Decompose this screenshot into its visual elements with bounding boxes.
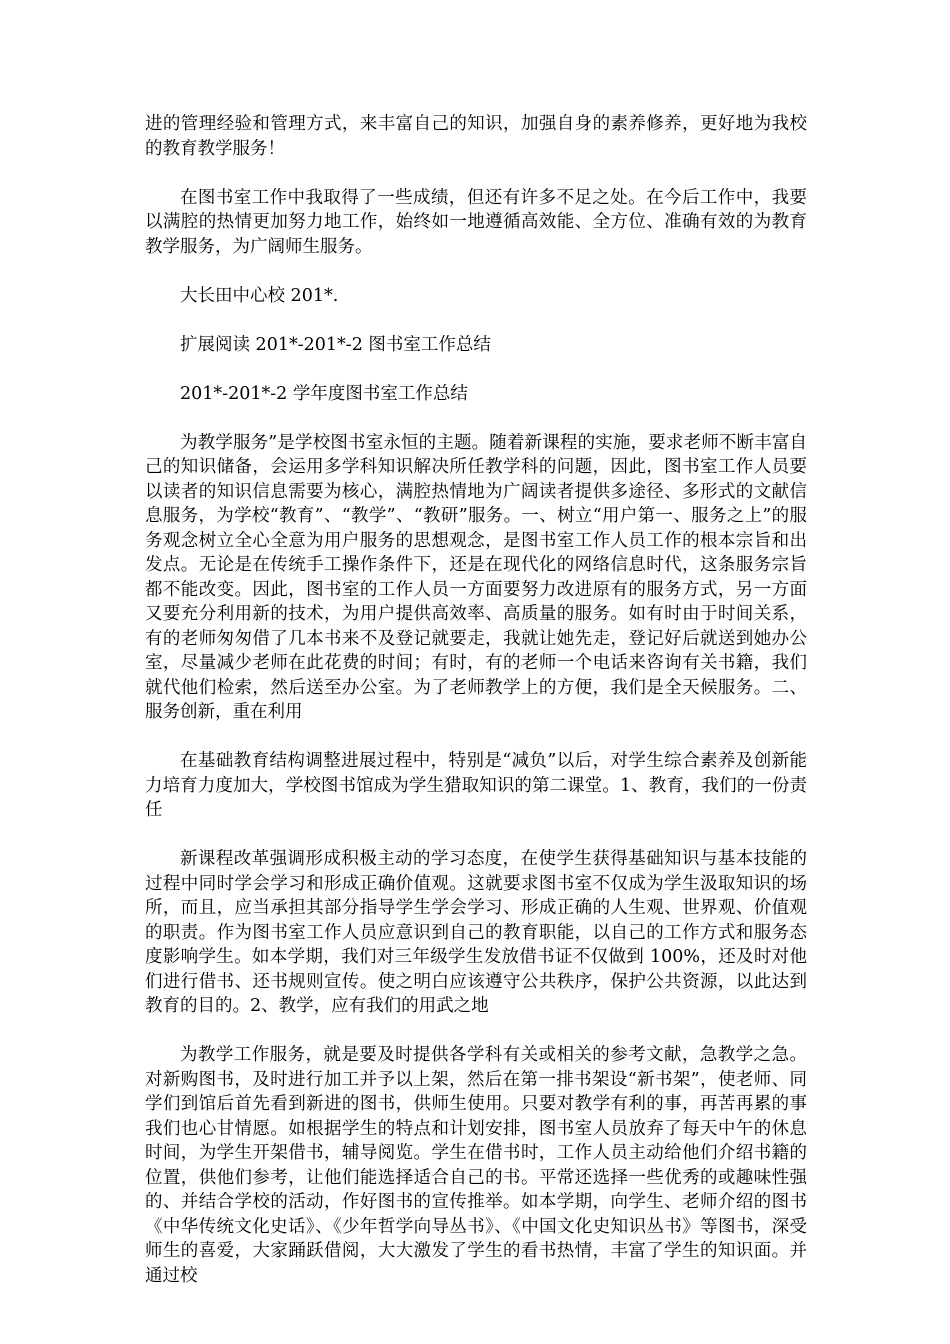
document-page [145, 112, 807, 1288]
paragraph-teaching-work: 为教学工作服务，就是要及时提供各学科有关或相关的参考文献，急教学之急。对新购图书，及时进行加工并予以上架，然后在第一排书架设“新书架”，使老师、同学们到馆后首先看到新进的图书，供师生使用。只要对教学有利的事，再苦再累的事我们也心甘情愿。如根据学生的特点和计划安排，图书室人员放弃了每天中午的休息时间，为学生开架借书，辅导阅览。学生在借书时，工作人员主动给他们介绍书籍的位置，供他们参考，让他们能选择适合自己的书。平常还选择一些优秀的或趣味性强的、并结合学校的活动，作好图书的宣传推举。如本学期，向学生、老师介绍的图书《中华传统文化史话》、《少年哲学向导丛书》、《中国文化史知识丛书》等图书，深受师生的喜爱，大家踊跃借阅，大大激发了学生的看书热情，丰富了学生的知识面。并通过校 [145, 1045, 807, 1286]
paragraph-extended-reading-title: 扩展阅读 201*-201*-2 图书室工作总结 [180, 334, 491, 355]
paragraph-curriculum-reform: 新课程改革强调形成积极主动的学习态度，在使学生获得基础知识与基本技能的过程中同时学会学习和形成正确价值观。这就要求图书室不仅成为学生汲取知识的场所，而且，应当承担其部分指导学生学会学习、形成正确的人生观、世界观、价值观的职责。作为图书室工作人员应意识到自己的教育职能，以自己的工作方式和服务态度影响学生。如本学期，我们对三年级学生发放借书证不仅做到 100%，还及时对他们进行借书、还书规则宣传。使之明白应该遵守公共秩序，保护公共资源，以此达到教育的目的。2、教学，应有我们的用武之地 [145, 849, 807, 1016]
paragraph-intro-continuation: 进的管理经验和管理方式，来丰富自己的知识，加强自身的素养修养，更好地为我校的教育教学服务！ [145, 114, 807, 159]
paragraph-teaching-service: 为教学服务”是学校图书室永恒的主题。随着新课程的实施，要求老师不断丰富自己的知识储备，会运用多学科知识解决所任教学科的问题，因此，图书室工作人员要以读者的知识信息需要为核心，满腔热情地为广阔读者提供多途径、多形式的文献信息服务，为学校“教育”、“教学”、“教研”服务。一、树立“用户第一、服务之上”的服务观念树立全心全意为用户服务的思想观念，是图书室工作人员工作的根本宗旨和出发点。无论是在传统手工操作条件下，还是在现代化的网络信息时代，这条服务宗旨都不能改变。因此，图书室的工作人员一方面要努力改进原有的服务方式，另一方面又要充分利用新的技术，为用户提供高效率、高质量的服务。如有时由于时间关系，有的老师匆匆借了几本书来不及登记就要走，我就让她先走，登记好后就送到她办公室，尽量减少老师在此花费的时间；有时，有的老师一个电话来咨询有关书籍，我们就代他们检索，然后送至办公室。为了老师教学上的方便，我们是全天候服务。二、服务创新，重在利用 [145, 432, 807, 722]
paragraph-basic-education: 在基础教育结构调整进展过程中，特别是“减负”以后，对学生综合素养及创新能力培育力度加大，学校图书馆成为学生猎取知识的第二课堂。1、教育，我们的一份责任 [145, 751, 807, 820]
paragraph-school-signature: 大长田中心校 201*. [180, 285, 339, 306]
paragraph-shortcomings: 在图书室工作中我取得了一些成绩，但还有许多不足之处。在今后工作中，我要以满腔的热情更加努力地工作，始终如一地遵循高效能、全方位、准确有效的为教育教学服务，为广阔师生服务。 [145, 187, 807, 257]
paragraph-summary-title: 201*-201*-2 学年度图书室工作总结 [180, 383, 468, 404]
